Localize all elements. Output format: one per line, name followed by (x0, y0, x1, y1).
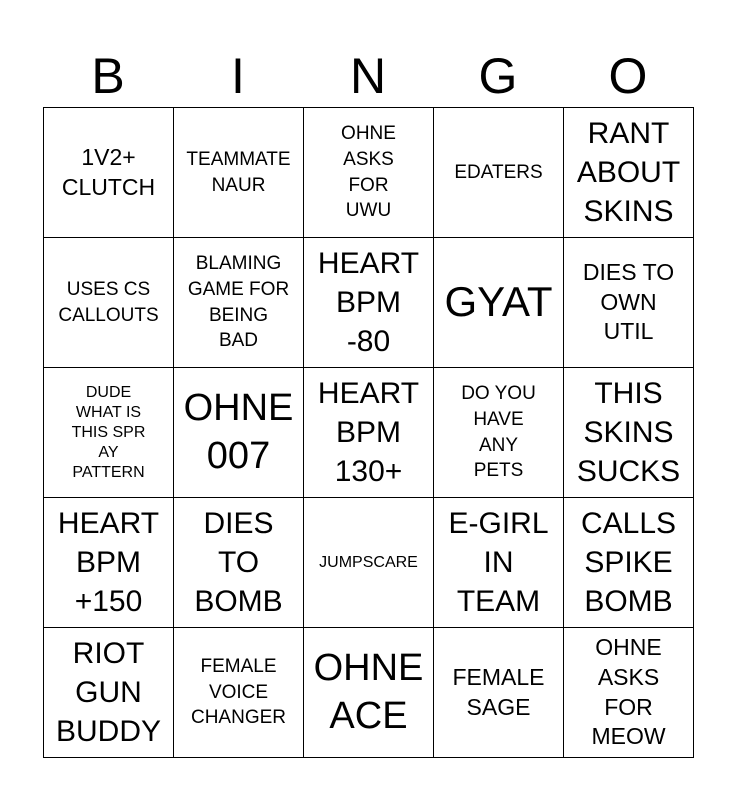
cell-text: OHNE ASKS FOR UWU (341, 123, 396, 222)
grid-row (44, 108, 694, 238)
bingo-cell[interactable] (434, 238, 564, 368)
cell-text: THIS SKINS SUCKS (576, 377, 681, 488)
cell-text: USES CS CALLOUTS (58, 278, 159, 326)
cell-text: OHNE 007 (183, 387, 294, 477)
bingo-cell[interactable] (564, 498, 694, 628)
cell-text: 1V2+ CLUTCH (61, 143, 156, 200)
bingo-cell[interactable] (174, 108, 304, 238)
cell-text: E-GIRL IN TEAM (448, 507, 549, 618)
cell-text: GYAT (444, 278, 553, 326)
cell-text: FEMALE VOICE CHANGER (190, 656, 286, 729)
bingo-cell[interactable] (564, 628, 694, 758)
bingo-cell[interactable] (304, 108, 434, 238)
bingo-cell[interactable] (564, 368, 694, 498)
bingo-cell[interactable] (44, 238, 174, 368)
bingo-cell[interactable] (44, 498, 174, 628)
bingo-cell[interactable] (304, 368, 434, 498)
bingo-cell[interactable] (304, 498, 434, 628)
bingo-cell[interactable] (44, 628, 174, 758)
bingo-header (43, 46, 693, 106)
cell-text: RANT ABOUT SKINS (576, 117, 681, 228)
cell-text: TEAMMATE NAUR (186, 148, 291, 196)
bingo-cell[interactable] (304, 238, 434, 368)
cell-text: DIES TO BOMB (194, 507, 283, 618)
bingo-cell[interactable] (304, 628, 434, 758)
header-letter-g: G (478, 48, 518, 104)
bingo-grid (43, 107, 694, 758)
bingo-cell[interactable] (174, 628, 304, 758)
cell-text: BLAMING GAME FOR BEING BAD (187, 253, 290, 352)
cell-text: JUMPSCARE (319, 553, 418, 571)
cell-text: RIOT GUN BUDDY (55, 637, 161, 748)
grid-row (44, 498, 694, 628)
bingo-cell[interactable] (434, 498, 564, 628)
cell-text: DUDE WHAT IS THIS SPR AY PATTERN (71, 383, 146, 481)
bingo-cell[interactable] (44, 368, 174, 498)
grid-row (44, 238, 694, 368)
grid-row (44, 628, 694, 758)
bingo-cell[interactable] (44, 108, 174, 238)
cell-text: HEART BPM +150 (57, 507, 160, 618)
header-letter-i: I (231, 48, 245, 104)
bingo-cell[interactable] (564, 238, 694, 368)
grid-row (44, 368, 694, 498)
cell-text: DO YOU HAVE ANY PETS (461, 383, 536, 482)
cell-text: EDATERS (454, 161, 543, 183)
bingo-cell[interactable] (174, 498, 304, 628)
header-letter-b: B (91, 48, 125, 104)
cell-text: FEMALE SAGE (452, 663, 545, 720)
header-letter-o: O (608, 48, 648, 104)
cell-text: CALLS SPIKE BOMB (580, 507, 677, 618)
cell-text: HEART BPM -80 (317, 247, 420, 358)
bingo-cell[interactable] (434, 368, 564, 498)
bingo-cell[interactable] (434, 108, 564, 238)
cell-text: OHNE ASKS FOR MEOW (591, 633, 666, 750)
bingo-cell[interactable] (564, 108, 694, 238)
cell-text: HEART BPM 130+ (317, 377, 420, 488)
cell-text: DIES TO OWN UTIL (582, 258, 675, 345)
cell-text: OHNE ACE (313, 647, 424, 737)
bingo-cell[interactable] (434, 628, 564, 758)
bingo-cell[interactable] (174, 368, 304, 498)
bingo-cell[interactable] (174, 238, 304, 368)
header-letter-n: N (349, 48, 387, 104)
